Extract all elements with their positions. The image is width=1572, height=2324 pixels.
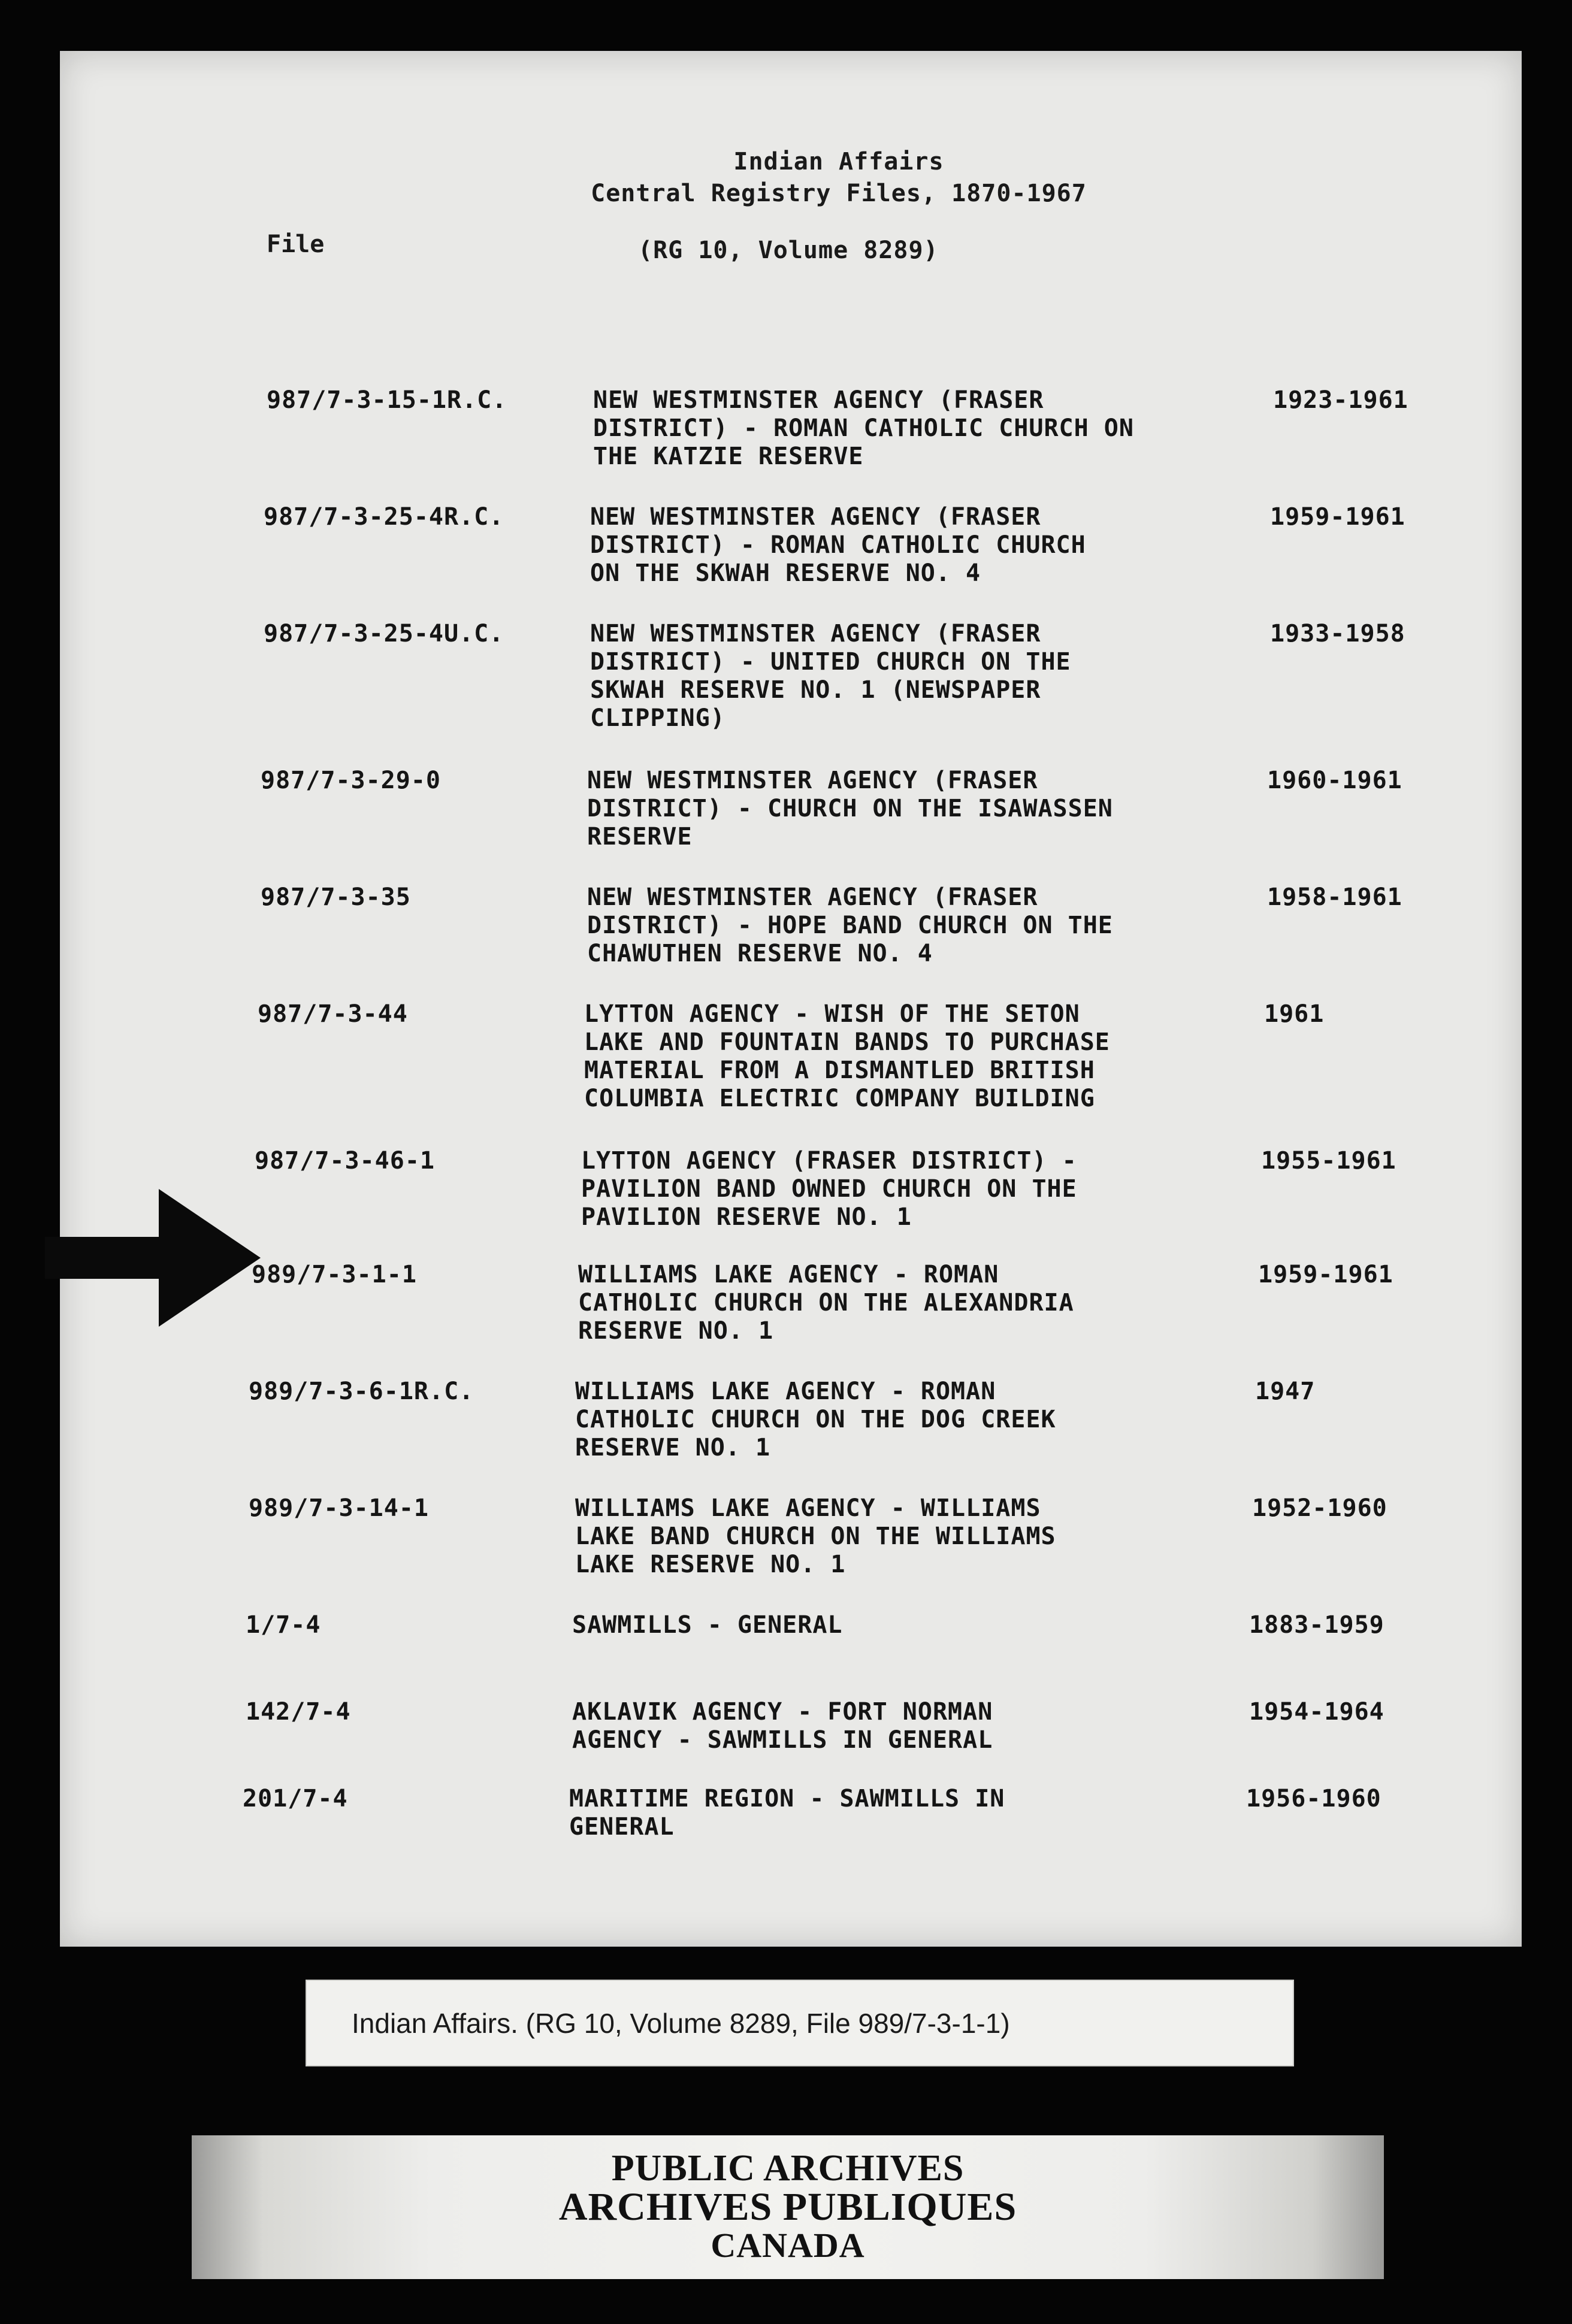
stamp-line-3: CANADA	[711, 2226, 865, 2265]
file-title	[590, 620, 1261, 733]
file-title-line: THE KATZIE RESERVE	[593, 443, 864, 470]
file-title-line: WILLIAMS LAKE AGENCY - ROMAN	[578, 1261, 999, 1288]
stamp-line-1: PUBLIC ARCHIVES	[611, 2148, 965, 2189]
file-number: 1/7-4	[246, 1611, 321, 1639]
file-number: 987/7-3-46-1	[255, 1147, 435, 1175]
file-title-line: DISTRICT) - ROMAN CATHOLIC CHURCH	[590, 531, 1086, 559]
file-title-line: COLUMBIA ELECTRIC COMPANY BUILDING	[584, 1085, 1095, 1112]
file-title-line: WILLIAMS LAKE AGENCY - ROMAN	[575, 1378, 996, 1405]
file-dates: 1883-1959	[1249, 1611, 1384, 1639]
file-number: 987/7-3-25-4U.C.	[264, 620, 504, 647]
file-number: 987/7-3-35	[261, 883, 411, 911]
file-title-line: SKWAH RESERVE NO. 1 (NEWSPAPER	[590, 676, 1041, 704]
caption-text: Indian Affairs. (RG 10, Volume 8289, File 989/7-3-1-1)	[352, 2007, 1010, 2039]
file-dates: 1956-1960	[1246, 1785, 1381, 1812]
file-title-line: LYTTON AGENCY - WISH OF THE SETON	[584, 1000, 1080, 1028]
file-title-line: WILLIAMS LAKE AGENCY - WILLIAMS	[575, 1494, 1041, 1522]
file-title	[581, 1147, 1252, 1231]
volume-reference: (RG 10, Volume 8289)	[638, 237, 939, 264]
file-title-line: MATERIAL FROM A DISMANTLED BRITISH	[584, 1057, 1095, 1084]
file-title-line: CHAWUTHEN RESERVE NO. 4	[587, 940, 933, 967]
file-title-line: CLIPPING)	[590, 704, 725, 732]
archives-stamp	[192, 2135, 1384, 2279]
file-number: 987/7-3-44	[258, 1000, 408, 1028]
file-title-line: NEW WESTMINSTER AGENCY (FRASER	[590, 503, 1041, 531]
file-title-line: RESERVE	[587, 823, 693, 851]
file-dates: 1933-1958	[1270, 620, 1405, 647]
file-title-line: CATHOLIC CHURCH ON THE ALEXANDRIA	[578, 1289, 1074, 1317]
file-title-line: GENERAL	[569, 1813, 675, 1841]
file-column-label: File	[267, 231, 325, 258]
file-title	[584, 1000, 1255, 1113]
stamp-line-2: ARCHIVES PUBLIQUES	[558, 2185, 1017, 2229]
file-dates: 1947	[1255, 1378, 1316, 1405]
file-title	[578, 1261, 1249, 1345]
file-title-line: CATHOLIC CHURCH ON THE DOG CREEK	[575, 1406, 1056, 1433]
file-title-line: SAWMILLS - GENERAL	[572, 1611, 843, 1639]
file-number: 987/7-3-25-4R.C.	[264, 503, 504, 531]
file-title-line: PAVILION BAND OWNED CHURCH ON THE	[581, 1175, 1077, 1203]
file-dates: 1954-1964	[1249, 1698, 1384, 1726]
file-title-line: DISTRICT) - UNITED CHURCH ON THE	[590, 648, 1071, 676]
file-title	[575, 1378, 1246, 1462]
file-title-line: NEW WESTMINSTER AGENCY (FRASER	[593, 386, 1044, 414]
file-title	[593, 386, 1264, 471]
pointer-arrow-icon	[45, 1189, 273, 1327]
file-title	[572, 1698, 1243, 1754]
file-title	[569, 1785, 1240, 1841]
file-dates: 1961	[1264, 1000, 1325, 1028]
file-dates: 1923-1961	[1273, 386, 1408, 414]
file-title-line: ON THE SKWAH RESERVE NO. 4	[590, 559, 981, 587]
document-subtitle: Central Registry Files, 1870-1967	[591, 180, 1087, 207]
file-title-line: LAKE RESERVE NO. 1	[575, 1551, 846, 1578]
file-title	[590, 503, 1261, 588]
file-dates: 1955-1961	[1261, 1147, 1396, 1175]
file-title	[587, 883, 1258, 968]
file-title-line: PAVILION RESERVE NO. 1	[581, 1203, 912, 1231]
file-title-line: LYTTON AGENCY (FRASER DISTRICT) -	[581, 1147, 1077, 1175]
file-title-line: RESERVE NO. 1	[575, 1434, 771, 1461]
file-title-line: MARITIME REGION - SAWMILLS IN	[569, 1785, 1005, 1812]
file-number: 201/7-4	[243, 1785, 348, 1812]
microfilm-caption	[306, 1980, 1294, 2066]
file-title	[572, 1611, 1243, 1639]
file-number: 987/7-3-15-1R.C.	[267, 386, 507, 414]
file-title-line: AGENCY - SAWMILLS IN GENERAL	[572, 1726, 993, 1754]
file-title	[575, 1494, 1246, 1579]
file-title-line: RESERVE NO. 1	[578, 1317, 774, 1345]
file-title-line: LAKE BAND CHURCH ON THE WILLIAMS	[575, 1523, 1056, 1550]
file-title-line: NEW WESTMINSTER AGENCY (FRASER	[590, 620, 1041, 647]
document-title: Indian Affairs	[733, 148, 944, 175]
file-title-line: AKLAVIK AGENCY - FORT NORMAN	[572, 1698, 993, 1726]
file-dates: 1959-1961	[1270, 503, 1405, 531]
file-dates: 1960-1961	[1267, 767, 1402, 794]
file-dates: 1958-1961	[1267, 883, 1402, 911]
file-number: 142/7-4	[246, 1698, 351, 1726]
file-number: 989/7-3-6-1R.C.	[249, 1378, 474, 1405]
file-dates: 1959-1961	[1258, 1261, 1393, 1288]
file-number: 989/7-3-14-1	[249, 1494, 429, 1522]
file-title-line: DISTRICT) - ROMAN CATHOLIC CHURCH ON	[593, 414, 1134, 442]
document-page	[60, 51, 1522, 1947]
file-title-line: DISTRICT) - CHURCH ON THE ISAWASSEN	[587, 795, 1113, 822]
file-number: 989/7-3-1-1	[252, 1261, 417, 1288]
file-title-line: LAKE AND FOUNTAIN BANDS TO PURCHASE	[584, 1028, 1110, 1056]
file-title	[587, 767, 1258, 851]
file-title-line: NEW WESTMINSTER AGENCY (FRASER	[587, 883, 1038, 911]
file-title-line: DISTRICT) - HOPE BAND CHURCH ON THE	[587, 912, 1113, 939]
file-dates: 1952-1960	[1252, 1494, 1387, 1522]
file-title-line: NEW WESTMINSTER AGENCY (FRASER	[587, 767, 1038, 794]
file-number: 987/7-3-29-0	[261, 767, 441, 794]
